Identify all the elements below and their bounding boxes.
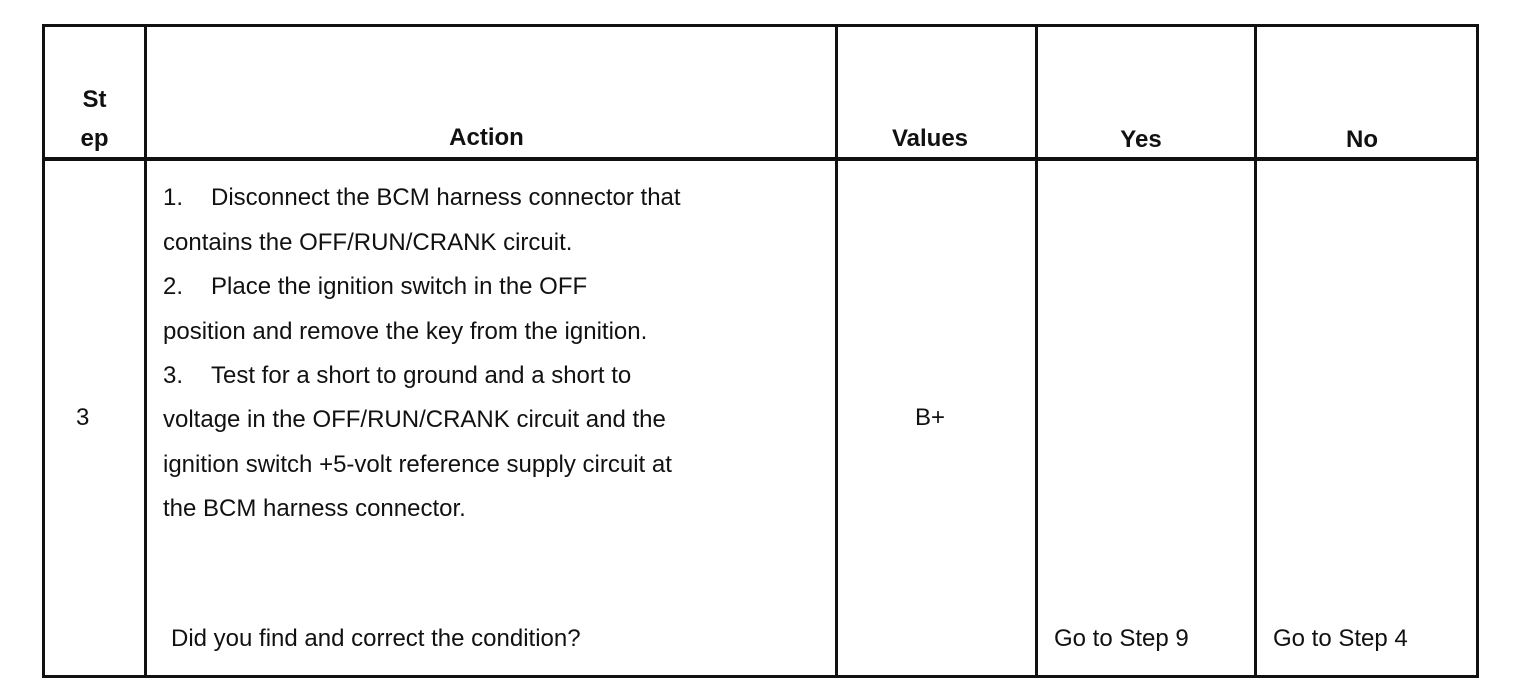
col-divider-values-yes xyxy=(1035,24,1038,678)
header-bottom-border xyxy=(42,157,1479,161)
col-divider-yes-no xyxy=(1254,24,1257,678)
action-item-3-line3: ignition switch +5-volt reference supply circuit at xyxy=(163,451,672,478)
action-question: Did you find and correct the condition? xyxy=(171,625,581,652)
action-item-2-line2: position and remove the key from the ignition. xyxy=(163,318,648,345)
action-item-3-line1 xyxy=(163,362,631,390)
header-yes: Yes xyxy=(1120,126,1162,153)
header-step-line1: St xyxy=(82,86,107,113)
action-item-1-line1 xyxy=(163,184,681,212)
header-step-line2: ep xyxy=(80,125,109,152)
table-top-border xyxy=(42,24,1479,27)
table-bottom-border xyxy=(42,675,1479,678)
col-divider-action-values xyxy=(835,24,838,678)
action-item-1-number: 1. xyxy=(163,184,184,211)
table-right-border xyxy=(1476,24,1479,678)
header-no: No xyxy=(1346,126,1378,153)
step-number: 3 xyxy=(76,404,90,431)
action-item-3-number: 3. xyxy=(163,362,184,389)
action-item-2-line1 xyxy=(163,273,587,301)
header-action: Action xyxy=(449,124,524,151)
action-item-3-line4: the BCM harness connector. xyxy=(163,495,466,522)
action-item-3-line2: voltage in the OFF/RUN/CRANK circuit and the xyxy=(163,406,666,433)
no-result: Go to Step 4 xyxy=(1273,625,1408,652)
action-item-1-line2: contains the OFF/RUN/CRANK circuit. xyxy=(163,229,573,256)
action-item-2-number: 2. xyxy=(163,273,184,300)
action-item-1-text: Disconnect the BCM harness connector that xyxy=(211,184,681,211)
yes-result: Go to Step 9 xyxy=(1054,625,1189,652)
action-item-3-text: Test for a short to ground and a short to xyxy=(211,362,632,389)
header-values: Values xyxy=(891,125,969,152)
action-item-2-text: Place the ignition switch in the OFF xyxy=(211,273,588,300)
value-cell: B+ xyxy=(914,404,946,431)
col-divider-step-action xyxy=(144,24,147,678)
table-left-border xyxy=(42,24,45,678)
